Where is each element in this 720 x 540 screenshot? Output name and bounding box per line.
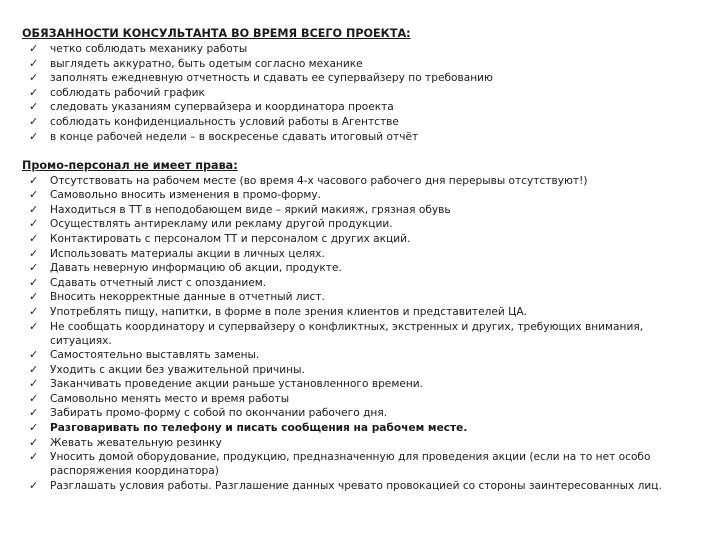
checkmark-icon: ✓ <box>29 261 39 275</box>
document-page <box>22 27 702 493</box>
checkmark-icon: ✓ <box>29 202 39 216</box>
prohibitions-list <box>22 174 702 493</box>
list-item-text: Не сообщать координатору и супервайзеру о конфликтных, экстренных и других, требующих внимания, ситуациях. <box>50 320 644 347</box>
list-item-text: Отсутствовать на рабочем месте (во время 4-х часового рабочего дня перерывы отсутствуют!) <box>50 174 588 187</box>
checkmark-icon: ✓ <box>29 217 39 231</box>
list-item-text: выглядеть аккуратно, быть одетым согласно механике <box>50 57 363 70</box>
list-item <box>22 261 702 275</box>
list-item-text: Забирать промо-форму с собой по окончании рабочего дня. <box>50 407 388 420</box>
list-item-text: соблюдать рабочий график <box>50 86 205 99</box>
checkmark-icon: ✓ <box>29 478 39 492</box>
list-item <box>22 320 702 348</box>
checkmark-icon: ✓ <box>29 114 39 128</box>
checkmark-icon: ✓ <box>29 406 39 420</box>
checkmark-icon: ✓ <box>29 348 39 362</box>
list-item <box>22 130 702 144</box>
duties-heading: ОБЯЗАННОСТИ КОНСУЛЬТАНТА ВО ВРЕМЯ ВСЕГО ПРОЕКТА: <box>22 27 411 40</box>
list-item <box>22 115 702 129</box>
list-item-text: Контактировать с персоналом ТТ и персоналом с других акций. <box>50 232 411 245</box>
list-item <box>22 42 702 56</box>
list-item <box>22 276 702 290</box>
list-item-text: Уносить домой оборудование, продукцию, предназначенную для проведения акции (если на то нет особо распоряжения координатора) <box>50 451 651 478</box>
checkmark-icon: ✓ <box>29 246 39 260</box>
checkmark-icon: ✓ <box>29 56 39 70</box>
checkmark-icon: ✓ <box>29 188 39 202</box>
list-item <box>22 348 702 362</box>
list-item-text: Давать неверную информацию об акции, продукте. <box>50 262 342 275</box>
list-item-text: Разговаривать по телефону и писать сообщения на рабочем месте. <box>50 422 468 435</box>
list-item-text: четко соблюдать механику работы <box>50 43 248 55</box>
list-item <box>22 479 702 493</box>
list-item-text: Использовать материалы акции в личных целях. <box>50 247 325 260</box>
list-item <box>22 421 702 435</box>
list-item-text: Самовольно менять место и время работы <box>50 392 290 405</box>
checkmark-icon: ✓ <box>29 71 39 85</box>
checkmark-icon: ✓ <box>29 100 39 114</box>
list-item-text: Заканчивать проведение акции раньше установленного времени. <box>50 378 424 391</box>
list-item <box>22 363 702 377</box>
list-item <box>22 436 702 450</box>
list-item-text: Вносить некорректные данные в отчетный лист. <box>50 291 325 304</box>
checkmark-icon: ✓ <box>29 42 39 55</box>
checkmark-icon: ✓ <box>29 129 39 143</box>
checkmark-icon: ✓ <box>29 377 39 391</box>
list-item-text: соблюдать конфиденциальность условий работы в Агентстве <box>50 115 399 128</box>
list-item <box>22 305 702 319</box>
list-item <box>22 290 702 304</box>
duties-list <box>22 42 702 144</box>
list-item-text: следовать указаниям супервайзера и координатора проекта <box>50 101 394 114</box>
list-item <box>22 450 702 478</box>
list-item <box>22 100 702 114</box>
list-item-text: Осуществлять антирекламу или рекламу другой продукции. <box>50 218 393 231</box>
checkmark-icon: ✓ <box>29 173 39 187</box>
list-item <box>22 57 702 71</box>
checkmark-icon: ✓ <box>29 450 39 464</box>
list-item-text: Самовольно вносить изменения в промо-форму. <box>50 189 321 202</box>
checkmark-icon: ✓ <box>29 421 39 435</box>
list-item <box>22 188 702 202</box>
list-item-text: Находиться в ТТ в неподобающем виде – яркий макияж, грязная обувь <box>50 203 451 216</box>
checkmark-icon: ✓ <box>29 231 39 245</box>
list-item <box>22 203 702 217</box>
list-item <box>22 406 702 420</box>
checkmark-icon: ✓ <box>29 319 39 333</box>
list-item <box>22 217 702 231</box>
list-item <box>22 392 702 406</box>
list-item-text: Жевать жевательную резинку <box>50 436 222 449</box>
list-item <box>22 232 702 246</box>
list-item <box>22 377 702 391</box>
list-item-text: Уходить с акции без уважительной причины. <box>50 363 305 376</box>
checkmark-icon: ✓ <box>29 85 39 99</box>
checkmark-icon: ✓ <box>29 435 39 449</box>
list-item-text: заполнять ежедневную отчетность и сдавать ее супервайзеру по требованию <box>50 72 493 85</box>
list-item <box>22 86 702 100</box>
list-item <box>22 71 702 85</box>
checkmark-icon: ✓ <box>29 290 39 304</box>
checkmark-icon: ✓ <box>29 304 39 318</box>
prohibitions-heading: Промо-персонал не имеет права: <box>22 158 238 172</box>
list-item-text: Разглашать условия работы. Разглашение данных чревато провокацией со стороны заинтересованных лиц. <box>50 479 662 492</box>
list-item-text: в конце рабочей недели – в воскресенье сдавать итоговый отчёт <box>50 130 419 143</box>
list-item <box>22 247 702 261</box>
list-item-text: Употреблять пищу, напитки, в форме в поле зрения клиентов и представителей ЦА. <box>50 305 527 318</box>
checkmark-icon: ✓ <box>29 391 39 405</box>
list-item-text: Самостоятельно выставлять замены. <box>50 349 260 362</box>
list-item-text: Сдавать отчетный лист с опозданием. <box>50 276 267 289</box>
list-item <box>22 174 702 188</box>
checkmark-icon: ✓ <box>29 275 39 289</box>
checkmark-icon: ✓ <box>29 362 39 376</box>
